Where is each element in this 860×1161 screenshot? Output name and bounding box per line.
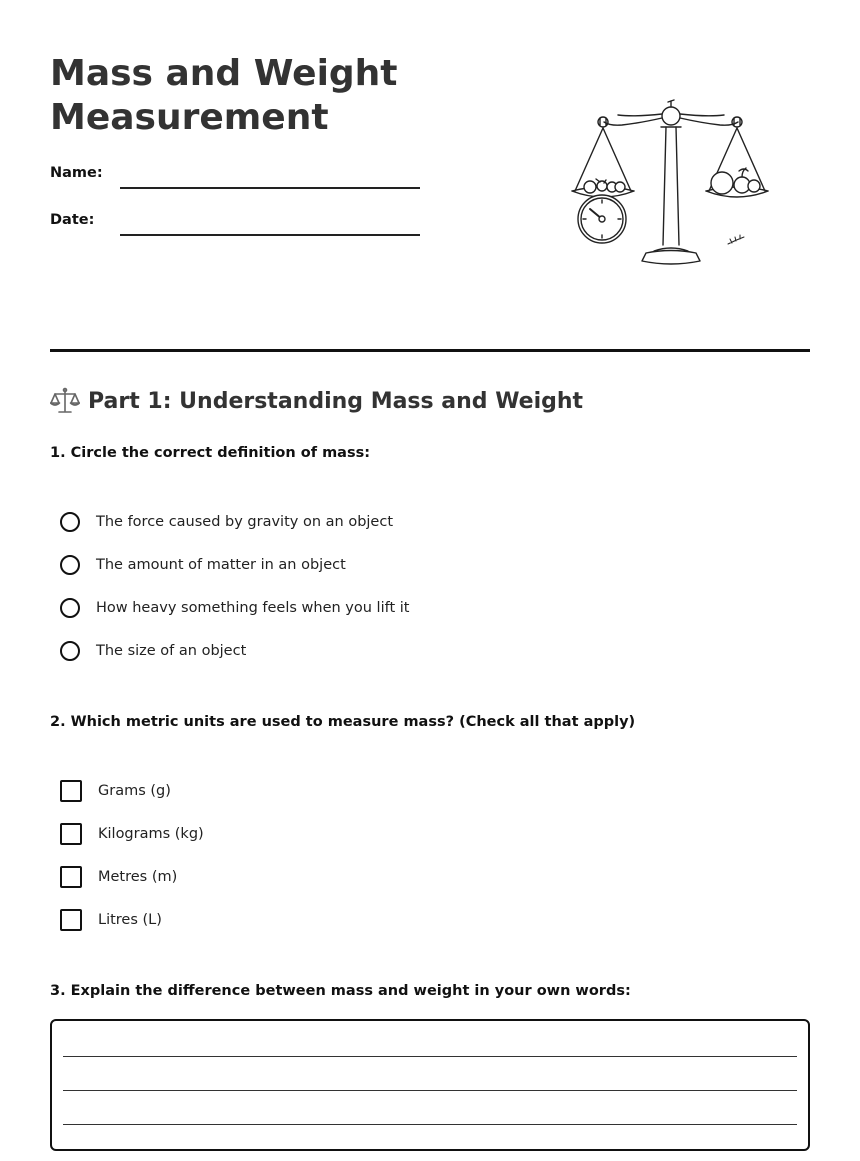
checkbox[interactable] <box>60 823 82 845</box>
q2-option-litres[interactable] <box>60 907 162 933</box>
q2-option-metres[interactable] <box>60 864 177 890</box>
checkbox[interactable] <box>60 909 82 931</box>
radio-button[interactable] <box>60 598 80 618</box>
balance-scale-icon <box>50 386 80 416</box>
date-label: Date: <box>50 212 95 228</box>
writing-line <box>63 1090 797 1091</box>
title-line-2: Measurement <box>50 97 329 138</box>
option-label: How heavy something feels when you lift it <box>96 600 410 616</box>
option-label: Litres (L) <box>98 912 162 928</box>
q2-option-grams[interactable] <box>60 778 171 804</box>
balance-scale-illustration <box>560 95 780 275</box>
radio-button[interactable] <box>60 641 80 661</box>
name-label: Name: <box>50 165 103 181</box>
question-3-prompt: 3. Explain the difference between mass and weight in your own words: <box>50 983 631 999</box>
question-2-prompt: 2. Which metric units are used to measure mass? (Check all that apply) <box>50 714 636 730</box>
worksheet-title <box>50 52 510 140</box>
section-title: Part 1: Understanding Mass and Weight <box>88 388 584 414</box>
section-heading-part-1 <box>50 386 583 416</box>
date-field[interactable] <box>120 234 420 236</box>
q1-option-2[interactable] <box>60 552 346 578</box>
question-1-prompt: 1. Circle the correct definition of mass: <box>50 445 371 461</box>
writing-line <box>63 1124 797 1125</box>
option-label: The force caused by gravity on an object <box>96 514 394 530</box>
radio-button[interactable] <box>60 555 80 575</box>
q1-option-4[interactable] <box>60 638 246 664</box>
option-label: The amount of matter in an object <box>96 557 346 573</box>
title-line-1: Mass and Weight <box>50 53 398 94</box>
option-label: Metres (m) <box>98 869 178 885</box>
q1-option-3[interactable] <box>60 595 409 621</box>
checkbox[interactable] <box>60 866 82 888</box>
radio-button[interactable] <box>60 512 80 532</box>
name-field[interactable] <box>120 187 420 189</box>
option-label: Kilograms (kg) <box>98 826 204 842</box>
option-label: Grams (g) <box>98 783 171 799</box>
q1-option-1[interactable] <box>60 509 393 535</box>
section-divider <box>50 349 810 352</box>
checkbox[interactable] <box>60 780 82 802</box>
option-label: The size of an object <box>96 643 247 659</box>
q2-option-kilograms[interactable] <box>60 821 204 847</box>
writing-line <box>63 1056 797 1057</box>
answer-box[interactable] <box>50 1019 810 1151</box>
